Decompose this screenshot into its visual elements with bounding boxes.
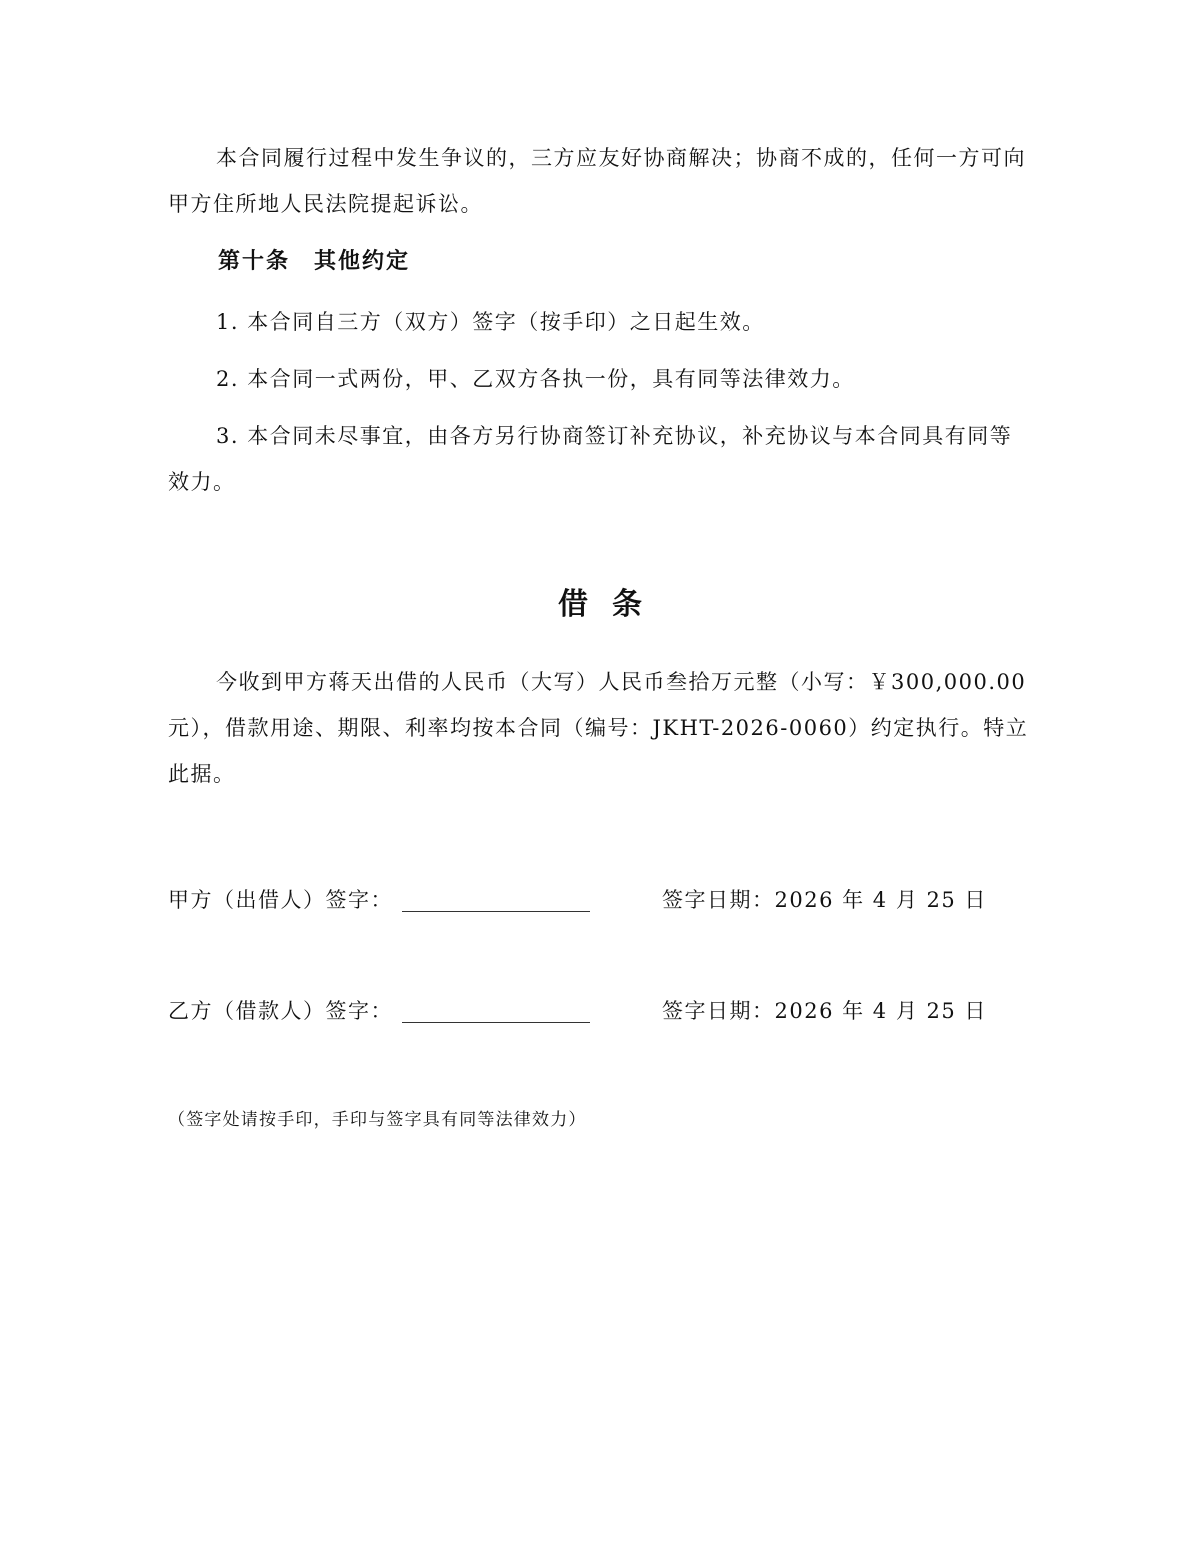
lender-signature-date: 签字日期：2026 年 4 月 25 日 xyxy=(662,888,987,912)
borrower-signature-date: 签字日期：2026 年 4 月 25 日 xyxy=(662,999,987,1023)
lender-signature-line[interactable] xyxy=(402,911,590,912)
lender-signature-label: 甲方（出借人）签字： xyxy=(168,888,393,912)
article-10-item-2: 2. 本合同一式两份，甲、乙双方各执一份，具有同等法律效力。 xyxy=(216,367,855,391)
article-10-heading: 第十条 其他约定 xyxy=(218,249,411,274)
signature-row-borrower xyxy=(168,991,1032,1031)
borrower-signature-line[interactable] xyxy=(402,1022,590,1023)
article-10-item-1: 1. 本合同自三方（双方）签字（按手印）之日起生效。 xyxy=(216,310,765,334)
signature-row-lender xyxy=(168,880,1032,920)
dispute-clause-paragraph: 本合同履行过程中发生争议的，三方应友好协商解决；协商不成的，任何一方可向甲方住所地人民法院提起诉讼。 xyxy=(168,146,1026,216)
iou-body-paragraph: 今收到甲方蒋天出借的人民币（大写）人民币叁拾万元整（小写：￥300,000.00元），借款用途、期限、利率均按本合同（编号：JKHT-2026-0060）约定执行。特立此据。 xyxy=(168,670,1029,786)
iou-title: 借条 xyxy=(558,587,666,622)
fingerprint-footnote: （签字处请按手印，手印与签字具有同等法律效力） xyxy=(168,1110,587,1130)
article-10-item-3: 3. 本合同未尽事宜，由各方另行协商签订补充协议，补充协议与本合同具有同等效力。 xyxy=(168,424,1013,494)
borrower-signature-label: 乙方（借款人）签字： xyxy=(168,999,393,1023)
